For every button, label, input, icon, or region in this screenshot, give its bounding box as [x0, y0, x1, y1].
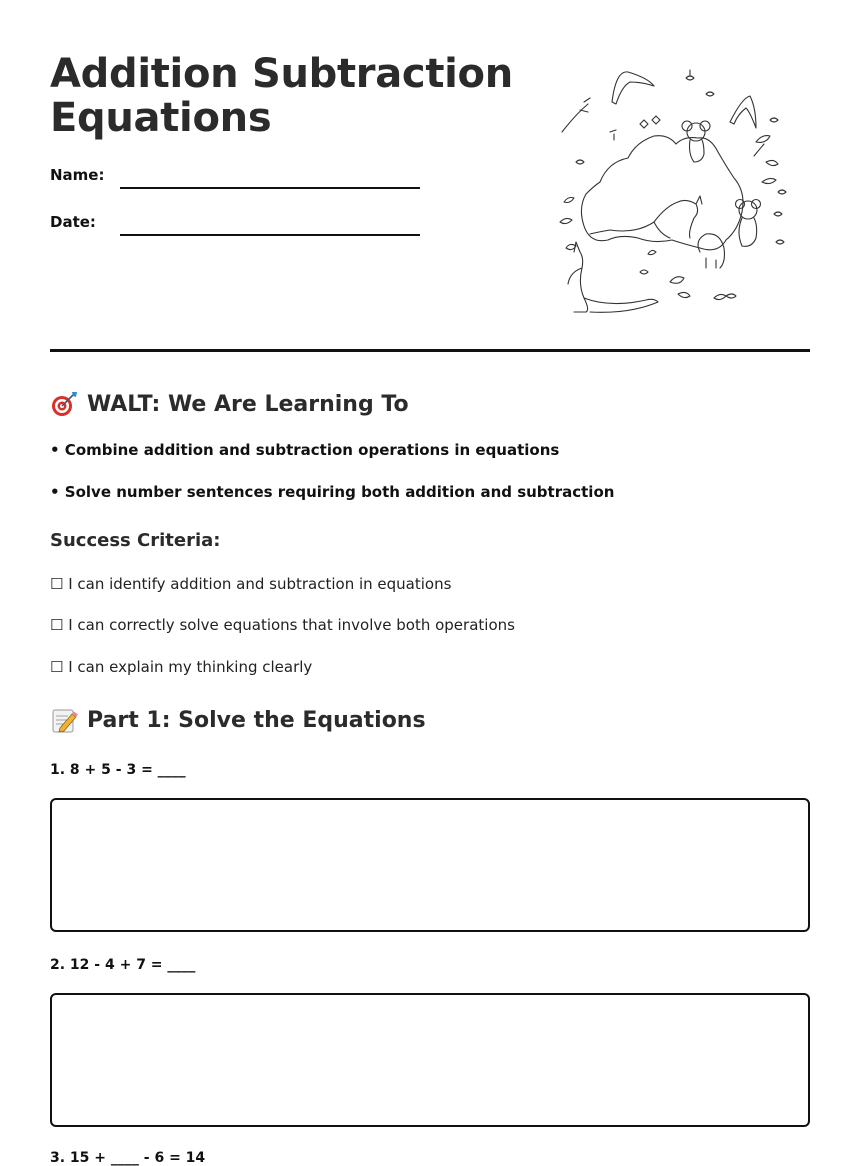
- walt-heading: [50, 390, 409, 418]
- worksheet-title: [50, 52, 513, 140]
- success-criterion-1[interactable]: ☐ I can identify addition and subtraction in equations: [50, 575, 452, 593]
- title-line-2: Equations: [50, 95, 272, 141]
- question-2: 2. 12 - 4 + 7 = ____: [50, 957, 196, 973]
- part1-heading-text: Part 1: Solve the Equations: [87, 707, 426, 733]
- header-divider: [50, 349, 810, 352]
- date-label: Date:: [50, 213, 96, 231]
- name-field-row: [50, 160, 420, 190]
- answer-box-2[interactable]: [50, 993, 810, 1127]
- walt-objective-2: • Solve number sentences requiring both addition and subtraction: [50, 483, 615, 501]
- part1-heading: [50, 706, 426, 734]
- success-criterion-2[interactable]: ☐ I can correctly solve equations that involve both operations: [50, 616, 515, 634]
- name-write-line[interactable]: [120, 187, 420, 189]
- walt-heading-text: WALT: We Are Learning To: [87, 391, 409, 417]
- worksheet-page: [50, 0, 810, 1166]
- target-dart-icon: [50, 390, 78, 418]
- success-criteria-heading: Success Criteria:: [50, 530, 221, 551]
- success-criterion-3[interactable]: ☐ I can explain my thinking clearly: [50, 658, 313, 676]
- memo-pencil-icon: [50, 706, 78, 734]
- walt-objective-1: • Combine addition and subtraction operations in equations: [50, 441, 560, 459]
- question-3: 3. 15 + ____ - 6 = 14: [50, 1150, 206, 1166]
- date-write-line[interactable]: [120, 234, 420, 236]
- question-1: 1. 8 + 5 - 3 = ____: [50, 762, 186, 778]
- date-field-row: [50, 207, 420, 237]
- australian-animals-illustration: [550, 62, 790, 320]
- name-label: Name:: [50, 166, 105, 184]
- answer-box-1[interactable]: [50, 798, 810, 932]
- worksheet-header: [50, 0, 810, 352]
- title-line-1: Addition Subtraction: [50, 51, 513, 97]
